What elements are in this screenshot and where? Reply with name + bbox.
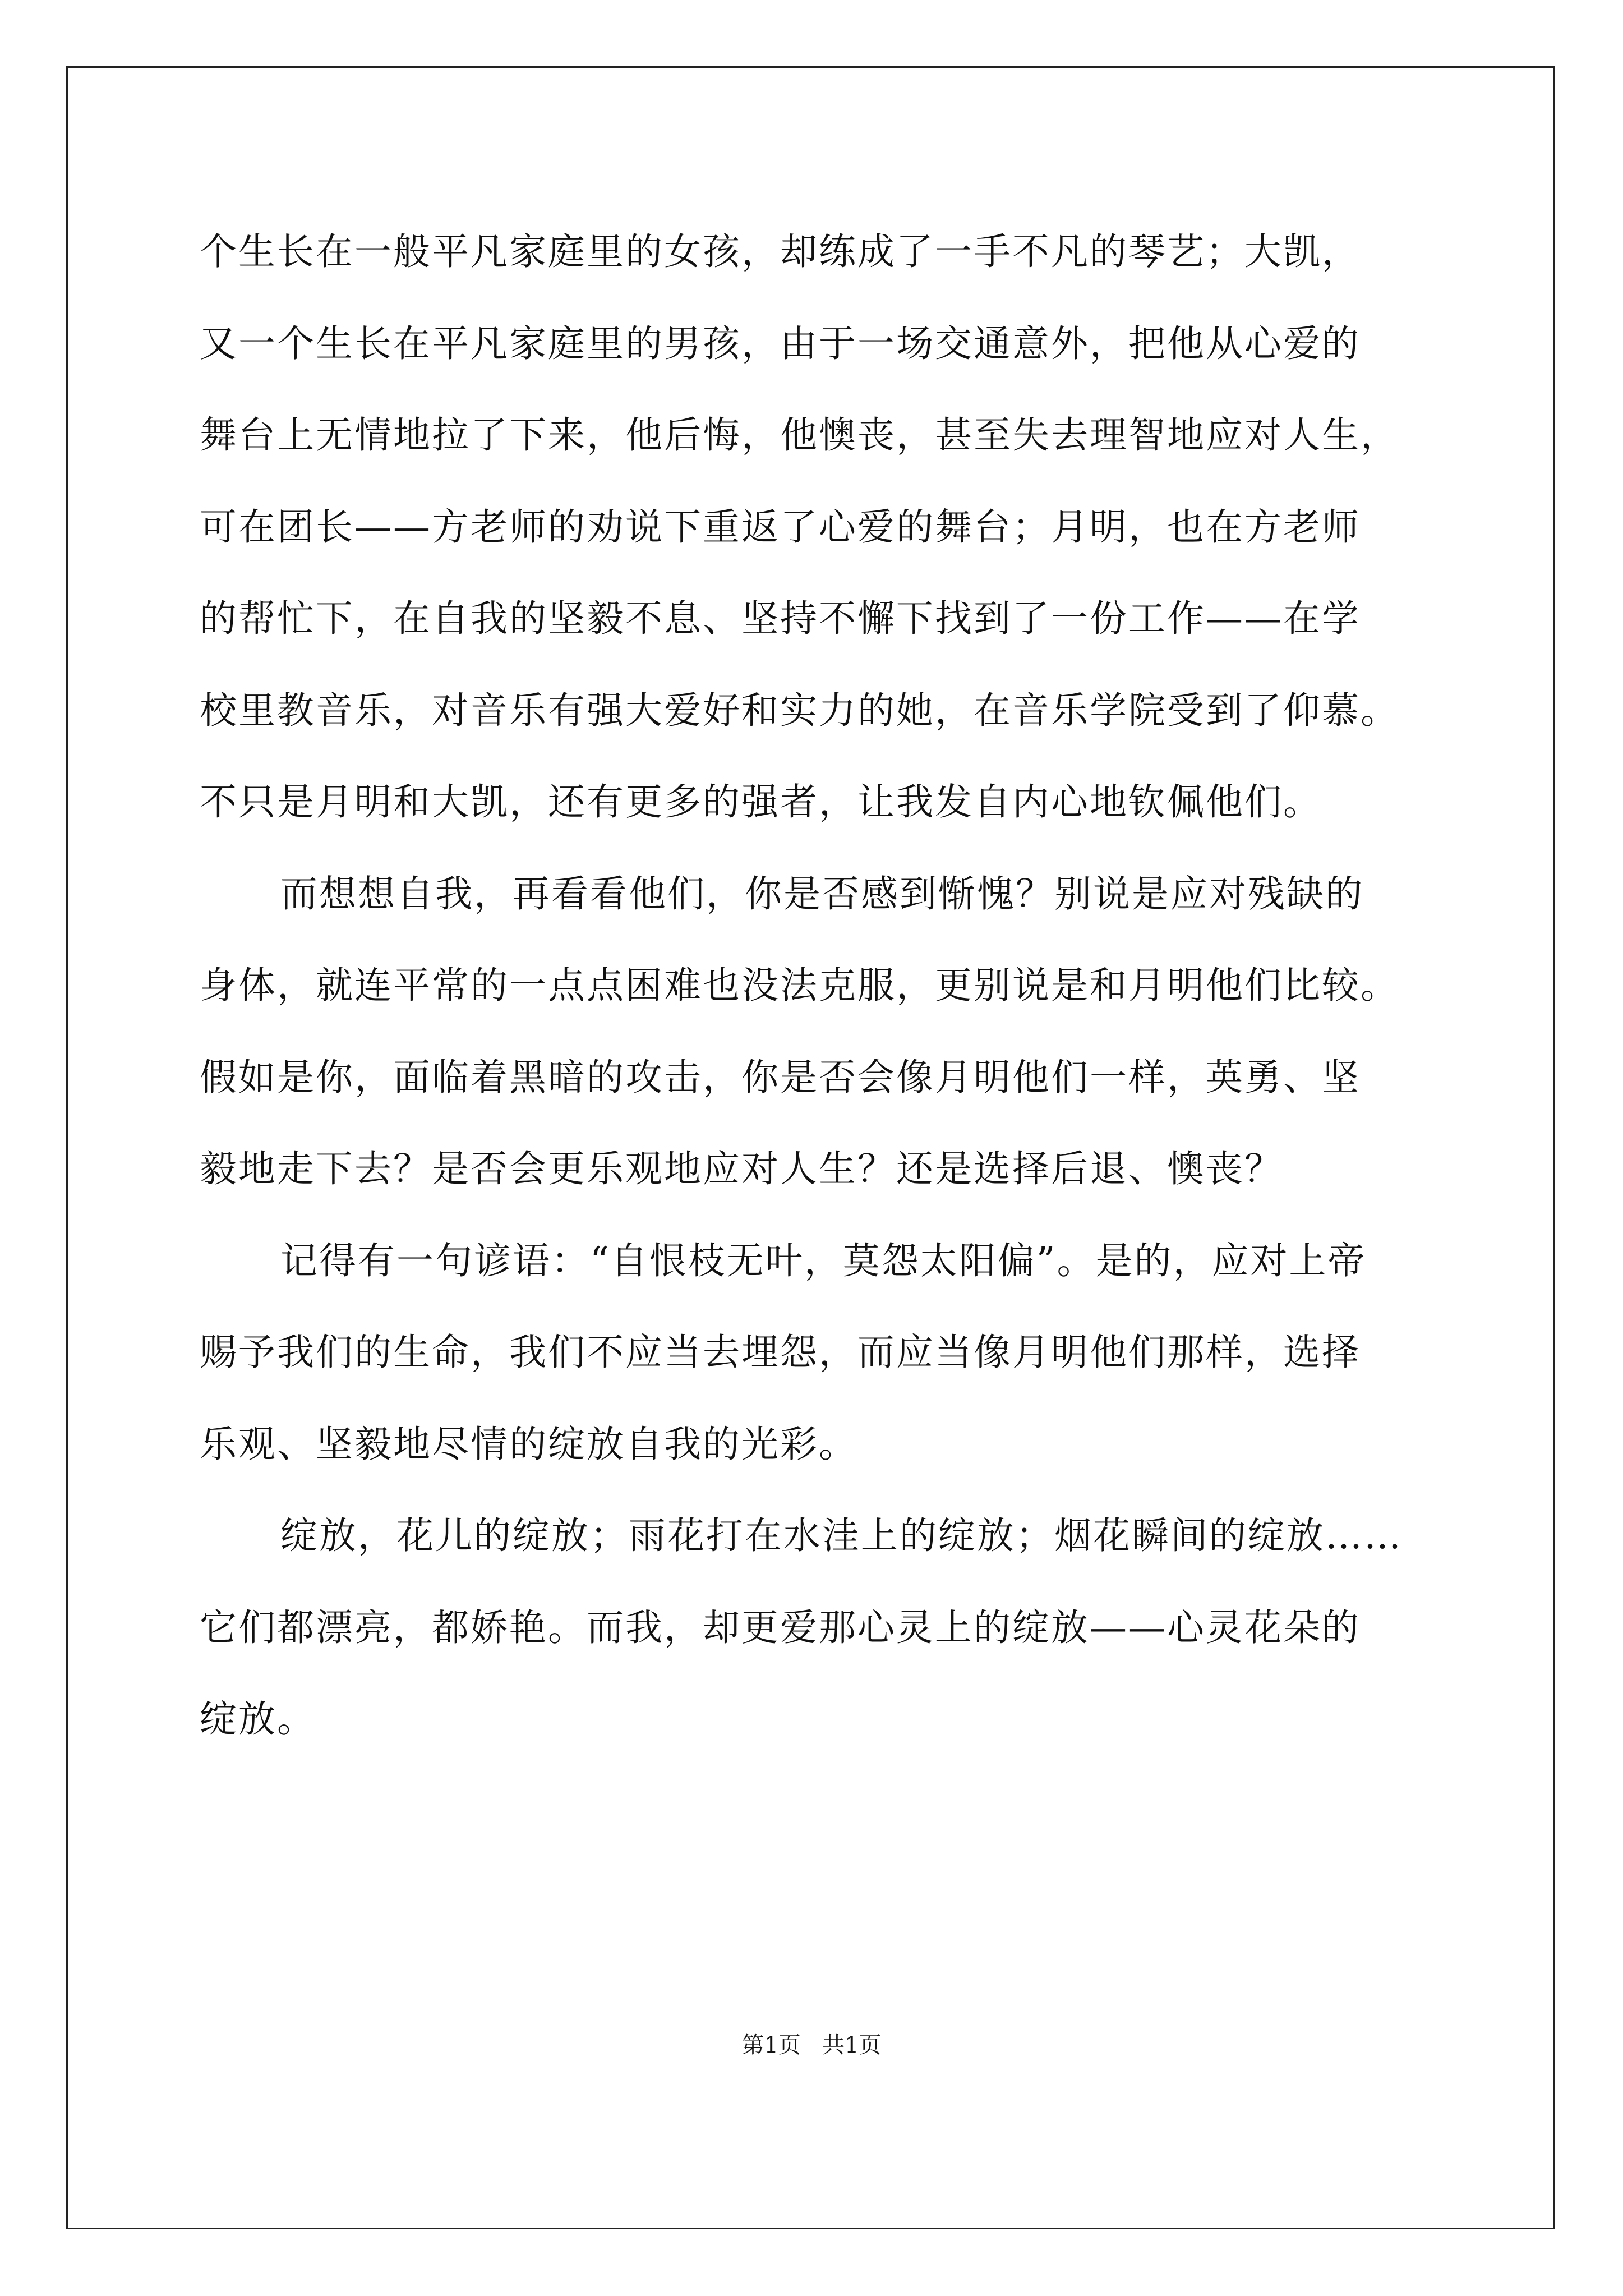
text-line: 假如是你，面临着黑暗的攻击，你是否会像月明他们一样，英勇、坚 (200, 1056, 1361, 1099)
text-line: 乐观、坚毅地尽情的绽放自我的光彩。 (200, 1423, 857, 1466)
text-line: 而想想自我，再看看他们，你是否感到惭愧？别说是应对残缺的 (280, 872, 1364, 915)
text-line: 绽放。 (200, 1697, 316, 1741)
text-line: 的帮忙下，在自我的坚毅不息、坚持不懈下找到了一份工作——在学 (200, 597, 1361, 640)
page-footer: 第1页 共1页 (741, 2032, 882, 2058)
text-line: 记得有一句谚语：“自恨枝无叶，莫怨太阳偏”。是的，应对上帝 (280, 1239, 1367, 1282)
text-line: 它们都漂亮，都娇艳。而我，却更爱那心灵上的绽放——心灵花朵的 (200, 1606, 1361, 1649)
text-line: 身体，就连平常的一点点困难也没法克服，更别说是和月明他们比较。 (200, 964, 1399, 1007)
text-line: 可在团长——方老师的劝说下重返了心爱的舞台；月明，也在方老师 (200, 505, 1361, 549)
text-line: 毅地走下去？是否会更乐观地应对人生？还是选择后退、懊丧？ (200, 1147, 1283, 1190)
text-line: 个生长在一般平凡家庭里的女孩，却练成了一手不凡的琴艺；大凯， (200, 230, 1361, 273)
text-line: 又一个生长在平凡家庭里的男孩，由于一场交通意外，把他从心爱的 (200, 322, 1361, 365)
text-line: 舞台上无情地拉了下来，他后悔，他懊丧，甚至失去理智地应对人生， (200, 413, 1399, 457)
text-line: 校里教音乐，对音乐有强大爱好和实力的她，在音乐学院受到了仰慕。 (200, 689, 1399, 732)
text-line: 赐予我们的生命，我们不应当去埋怨，而应当像月明他们那样，选择 (200, 1331, 1361, 1374)
text-line: 不只是月明和大凯，还有更多的强者，让我发自内心地钦佩他们。 (200, 780, 1322, 823)
text-line: 绽放，花儿的绽放；雨花打在水洼上的绽放；烟花瞬间的绽放…… (280, 1514, 1403, 1557)
